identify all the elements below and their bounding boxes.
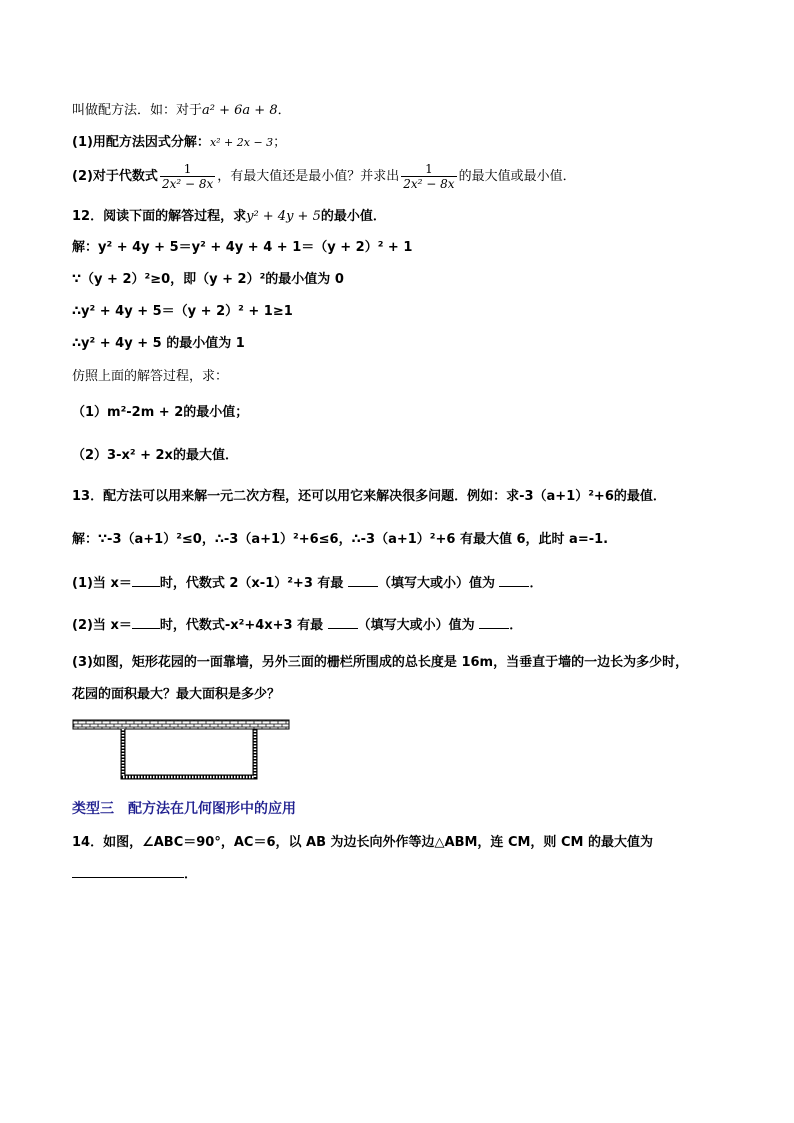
q14-answer-line: ． [72,866,197,884]
intro-expr: a² + 6a + 8 [202,103,278,118]
answer-blank[interactable] [328,617,358,629]
answer-blank[interactable] [499,575,529,587]
q12-solution-2: ∵（y + 2）²≥0，即（y + 2）²的最小值为 0 [72,272,344,287]
garden-diagram [72,718,292,784]
q13-title: 13．配方法可以用来解一元二次方程，还可以用它来解决很多问题．例如：求-3（a+1）²+6的最值． [72,489,666,504]
q12-solution-1: 解：y² + 4y + 5＝y² + 4y + 4 + 1＝（y + 2）² + 1 [72,240,413,255]
q12-part2: （2）3-x² + 2x的最大值． [72,448,238,463]
q12-part1: （1）m²-2m + 2的最小值； [72,405,249,420]
answer-blank[interactable] [479,617,509,629]
q11-part1: (1)用配方法因式分解：x² + 2x − 3； [72,135,287,150]
answer-blank[interactable] [72,866,184,878]
q13-part3-line1: (3)如图，矩形花园的一面靠墙，另外三面的栅栏所围成的总长度是 16m，当垂直于墙的一边长为多少时， [72,655,689,670]
fraction-2: $\frac{1}{\text{2x² − 8x}}$ [403,162,455,191]
q14-text: 14．如图，∠ABC＝90°，AC＝6，以 AB 为边长向外作等边△ABM，连 CM，则 CM 的最大值为 [72,835,653,850]
answer-blank[interactable] [132,575,160,587]
q13-solution: 解：∵-3（a+1）²≤0，∴-3（a+1）²+6≤6，∴-3（a+1）²+6 有最大值 6，此时 a=-1. [72,532,609,547]
q12-solution-4: ∴y² + 4y + 5 的最小值为 1 [72,336,245,351]
q13-part3-line2: 花园的面积最大？最大面积是多少？ [72,687,281,702]
fraction-1: $\frac{1}{\text{2x² − 8x}}$ [161,162,214,191]
q12-title: 12．阅读下面的解答过程，求y² + 4y + 5的最小值． [72,209,386,224]
q12-instruction: 仿照上面的解答过程，求： [72,369,229,384]
answer-blank[interactable] [348,575,378,587]
wall [73,720,289,729]
q12-solution-3: ∴y² + 4y + 5＝（y + 2）² + 1≥1 [72,304,293,319]
section-heading: 类型三 配方法在几何图形中的应用 [72,801,296,817]
answer-blank[interactable] [132,617,160,629]
q13-part2: (2)当 x＝ 时，代数式-x²+4x+3 有最 （填写大或小）值为 ． [72,618,523,633]
q13-part1: (1)当 x＝ 时，代数式 2（x-1）²+3 有最 （填写大或小）值为 ． [72,576,543,591]
fence [123,729,255,777]
intro-line: 叫做配方法．如：对于a² + 6a + 8． [72,103,291,118]
q11-part2: (2)对于代数式 $\frac{1}{\text{2x² − 8x}}$ ，有最大值还是最小值？并求出 $\frac{1}{\text{2x² − 8x}}$ 的最大值或最小值． [72,162,576,191]
